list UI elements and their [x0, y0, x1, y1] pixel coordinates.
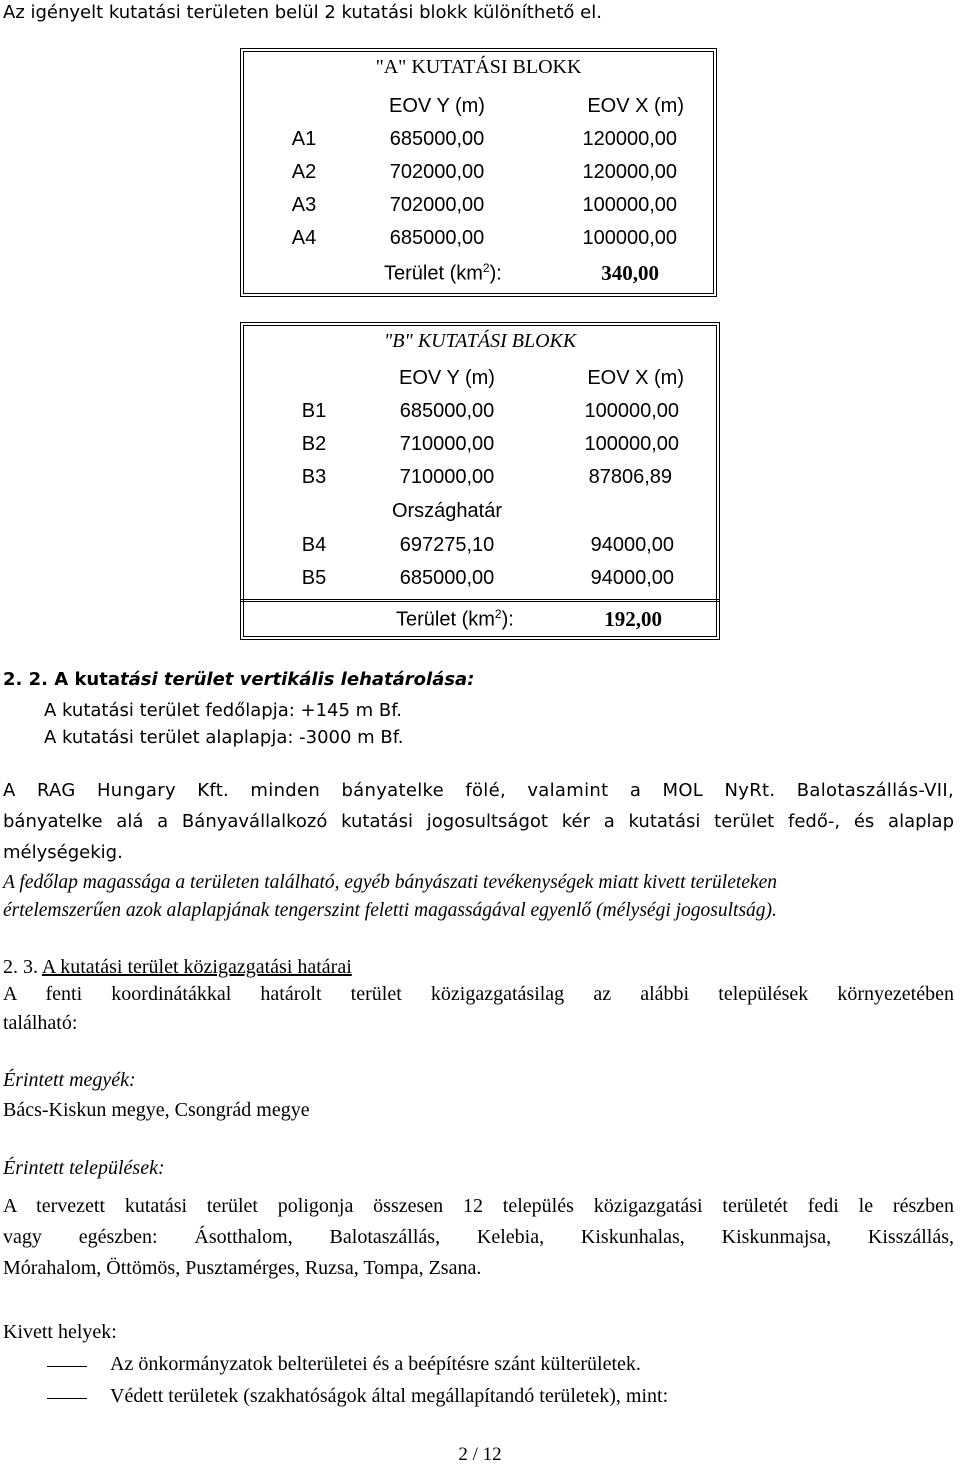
section-2-2-heading: 2. 2. A kutatási terület vertikális lehatárolása: — [3, 669, 475, 690]
eov-y: 685000,00 — [399, 400, 495, 422]
intro-text: Az igényelt kutatási területen belül 2 kutatási blokk különíthető el. — [3, 2, 602, 23]
block-b-title: "B" KUTATÁSI BLOKK — [383, 330, 577, 352]
excluded-label: Kivett helyek: — [3, 1321, 117, 1343]
eov-x: 120000,00 — [582, 161, 677, 183]
eov-y: 697275,10 — [399, 534, 495, 556]
eov-x: 87806,89 — [588, 466, 672, 488]
point-id: B5 — [301, 567, 327, 589]
table-row — [244, 222, 713, 255]
base-surface-line: A kutatási terület alaplapja: -3000 m Bf. — [44, 727, 404, 748]
italic-note-line: értelemszerűen azok alaplapjának tengerszint feletti magasságával egyenlő (mélységi jogosultság). — [3, 900, 777, 921]
eov-x: 94000,00 — [590, 534, 674, 556]
area-value: 340,00 — [601, 261, 659, 285]
point-id: A2 — [291, 161, 317, 183]
eov-x: 100000,00 — [584, 400, 679, 422]
point-id: B2 — [301, 433, 327, 455]
table-row — [244, 529, 716, 562]
border-row — [244, 495, 716, 528]
point-id: B1 — [301, 400, 327, 422]
settlements-label: Érintett települések: — [3, 1157, 165, 1179]
table-row — [244, 156, 713, 189]
area-value: 192,00 — [604, 607, 662, 631]
border-label: Országhatár — [391, 500, 503, 522]
block-a-table — [240, 48, 717, 297]
table-row — [244, 428, 716, 461]
paragraph-line: található: — [3, 1012, 78, 1034]
area-label: Terület $(km^2)$: — [396, 607, 514, 631]
table-row — [244, 189, 713, 222]
paragraph-line: Mórahalom, Öttömös, Pusztamérges, Ruzsa, Tompa, Zsana. — [3, 1257, 482, 1279]
eov-x: 100000,00 — [584, 433, 679, 455]
eov-y: 685000,00 — [389, 128, 485, 150]
block-b-col-y: EOV Y (m) — [399, 367, 495, 389]
eov-y: 685000,00 — [399, 567, 495, 589]
paragraph-line: A RAG Hungary Kft. minden bányatelke fölé, valamint a MOL NyRt. Balotaszállás-VII, — [3, 780, 954, 801]
table-row — [244, 395, 716, 428]
block-a-col-y: EOV Y (m) — [389, 95, 485, 117]
page-number: 2 / 12 — [458, 1444, 502, 1465]
eov-y: 710000,00 — [399, 433, 495, 455]
section-2-3-heading: 2. 3. A kutatási terület közigazgatási határai — [3, 956, 352, 978]
eov-x: 100000,00 — [582, 227, 677, 249]
table-row — [244, 562, 716, 595]
paragraph-line: bányatelke alá a Bányavállalkozó kutatási jogosultságot kér a kutatási terület fedő-, és alaplap — [3, 811, 954, 832]
block-b-col-x: EOV X (m) — [587, 367, 684, 389]
paragraph-line: mélységekig. — [3, 842, 123, 863]
eov-y: 710000,00 — [399, 466, 495, 488]
point-id: A3 — [291, 194, 317, 216]
top-surface-line: A kutatási terület fedőlapja: +145 m Bf. — [44, 700, 403, 721]
counties-value: Bács-Kiskun megye, Csongrád megye — [3, 1099, 310, 1121]
eov-y: 685000,00 — [389, 227, 485, 249]
list-item: Védett területek (szakhatóságok által megállapítandó területek), mint: — [110, 1385, 669, 1407]
list-item: Az önkormányzatok belterületei és a beépítésre szánt külterületek. — [110, 1353, 641, 1375]
area-label: Terület $(km^2)$: — [384, 261, 502, 285]
point-id: B3 — [301, 466, 327, 488]
eov-x: 120000,00 — [582, 128, 677, 150]
eov-y: 702000,00 — [389, 194, 485, 216]
italic-note-line: A fedőlap magassága a területen található, egyéb bányászati tevékenységek miatt kivett területeken — [3, 872, 777, 893]
point-id: B4 — [301, 534, 327, 556]
bullet-dash-icon — [47, 1366, 87, 1367]
paragraph-line: A tervezett kutatási terület poligonja összesen 12 település közigazgatási területét fedi le részben — [3, 1195, 954, 1217]
counties-label: Érintett megyék: — [3, 1069, 136, 1091]
eov-x: 100000,00 — [582, 194, 677, 216]
table-row — [244, 461, 716, 494]
paragraph-line: vagy egészben: Ásotthalom, Balotaszállás, Kelebia, Kiskunhalas, Kiskunmajsa, Kisszállás, — [3, 1226, 954, 1248]
area-row — [244, 602, 716, 635]
table-row — [244, 123, 713, 156]
block-a-title: "A" KUTATÁSI BLOKK — [375, 56, 582, 78]
bullet-dash-icon — [47, 1398, 87, 1399]
point-id: A4 — [291, 227, 317, 249]
block-a-col-x: EOV X (m) — [587, 95, 684, 117]
point-id: A1 — [291, 128, 317, 150]
paragraph-line: A fenti koordinátákkal határolt terület közigazgatásilag az alábbi települések környezetében — [3, 983, 954, 1005]
eov-x: 94000,00 — [590, 567, 674, 589]
block-b-table — [240, 322, 720, 640]
area-row — [244, 256, 713, 289]
eov-y: 702000,00 — [389, 161, 485, 183]
